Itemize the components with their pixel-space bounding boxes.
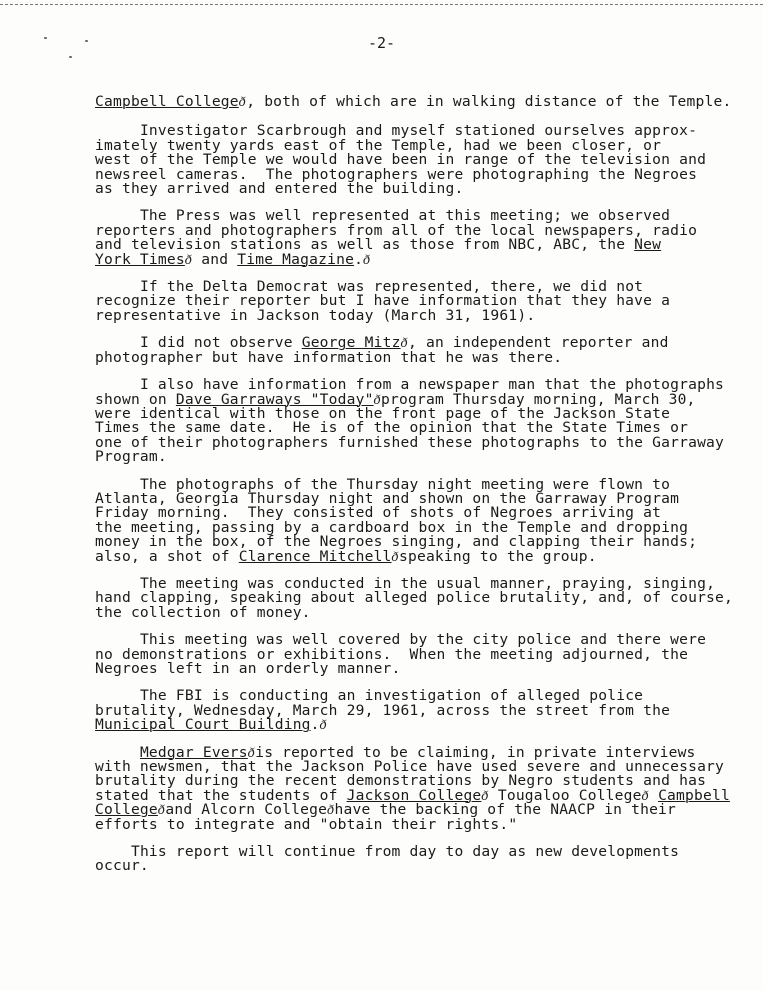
scan-speck <box>69 56 72 58</box>
page-number: -2- <box>367 34 396 52</box>
underlined-name: Jackson College <box>346 786 482 804</box>
text-run: Tougaloo College <box>488 786 642 804</box>
paragraph-p6 <box>95 378 735 464</box>
paragraph-p3 <box>95 209 735 267</box>
underlined-name: New York Times <box>95 236 662 268</box>
text-run: If the Delta Democrat was represented, there, we did not recognize their reporter but I have information that they have a representative in Jackson today (March 31, 1961). <box>95 278 671 324</box>
underlined-name: Clarence Mitchell <box>238 547 392 565</box>
text-run: The meeting was conducted in the usual manner, praying, singing, hand clapping, speaking about alleged police brutality, and, of course, the collection of money. <box>95 574 734 621</box>
text-run: The FBI is conducting an investigation of alleged police brutality, Wednesday, March 29, 1961, across the street from the <box>95 687 671 719</box>
text-run: and Alcorn College <box>165 801 328 819</box>
paragraph-p7 <box>95 475 735 565</box>
paragraph-p9 <box>95 633 735 676</box>
underlined-name: Campbell College <box>95 786 730 819</box>
text-run: , both of which are in walking distance of the Temple. <box>246 93 732 110</box>
text-run: and <box>192 250 238 268</box>
handwritten-check-mark: ð <box>319 718 328 733</box>
paragraph-p10 <box>95 689 735 732</box>
underlined-name: Time Magazine <box>237 250 355 268</box>
text-run: Investigator Scarbrough and myself stationed ourselves approx- imately twenty yards east of the Temple, had we been closer, or west of the Temple we would have been in range of the television and newsreel cameras. The photographers were photographing the Negroes as they arrived and entered the building. <box>95 122 707 198</box>
handwritten-check-mark: ð <box>363 252 371 267</box>
text-run: This meeting was well covered by the city police and there were no demonstrations or exhibitions. When the meeting adjourned, the Negroes left in an orderly manner. <box>95 631 707 677</box>
handwritten-check-mark: ð <box>247 745 256 760</box>
paragraph-p11 <box>95 743 735 833</box>
handwritten-check-mark: ð <box>157 803 166 818</box>
paragraph-p4 <box>95 280 735 323</box>
handwritten-check-mark: ð <box>641 788 650 803</box>
text-run: , an independent reporter and photographer but have information that he was there. <box>95 334 669 366</box>
handwritten-check-mark: ð <box>327 803 335 818</box>
document-body <box>95 95 735 887</box>
text-run: . <box>310 716 320 734</box>
handwritten-check-mark: ð <box>238 95 247 109</box>
text-run: I did not observe <box>95 334 302 352</box>
text-run: I also have information from a newspaper man that the photographs shown on <box>95 376 725 408</box>
underlined-name: Municipal Court Building <box>95 716 311 734</box>
text-run: have the backing of the NAACP in their efforts to integrate and "obtain their rights." <box>95 801 677 833</box>
handwritten-check-mark: ð <box>481 788 489 803</box>
text-run: The Press was well represented at this meeting; we observed reporters and photographers from all of the local newspapers, radio and television stations as well as those from NBC, ABC, the <box>95 207 698 254</box>
underlined-name: George Mitz <box>301 334 401 352</box>
text-run: is reported to be claiming, in private interviews with newsmen, that the Jackson Police have used severe and unnecessary brutality during the recent demonstrations by Negro students and has stated that the students of <box>95 743 725 804</box>
paragraph-p8 <box>95 574 735 621</box>
handwritten-check-mark: ð <box>400 336 408 351</box>
text-run: speaking to the group. <box>398 547 597 565</box>
underlined-name: Medgar Evers <box>139 743 248 761</box>
paragraph-p12 <box>95 845 735 874</box>
text-run: This report will continue from day to day as new developments occur. <box>95 843 680 875</box>
text-run: . <box>354 250 364 268</box>
text-run: program Thursday morning, March 30, were identical with those on the front page of the Jackson State Times the same date. He is of the opinion that the State Times or one of their photographers furnished these photographs to the Garraway Program. <box>95 390 725 466</box>
text-run: The photographs of the Thursday night meeting were flown to Atlanta, Georgia Thursday night and shown on the Garraway Program Friday morning. They consisted of shots of Negroes arriving at the meeting, passing by a cardboard box in the Temple and dropping money in the box, of the Negroes singing, and clapping their hands; also, a shot of <box>95 475 698 565</box>
handwritten-check-mark: ð <box>391 549 399 564</box>
paragraph-p1 <box>95 95 735 109</box>
underlined-name: Dave Garraways "Today" <box>175 390 374 408</box>
underlined-name: Campbell College <box>95 93 239 110</box>
page-top-edge <box>0 0 763 5</box>
handwritten-check-mark: ð <box>373 392 382 407</box>
paragraph-p5 <box>95 336 735 365</box>
paragraph-p2 <box>95 124 735 196</box>
handwritten-check-mark: ð <box>184 252 193 267</box>
